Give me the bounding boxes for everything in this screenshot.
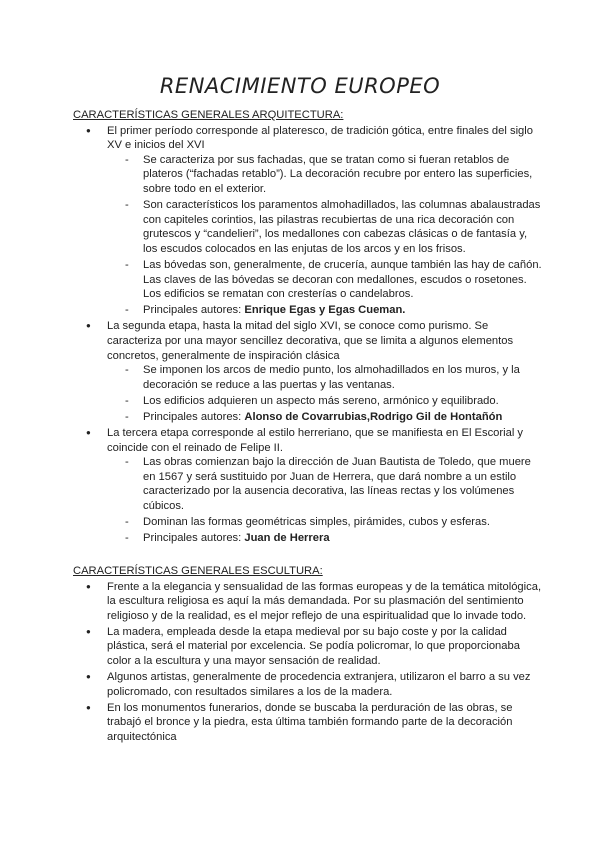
sculpture-list: [73, 580, 543, 745]
architecture-item-text: La tercera etapa corresponde al estilo herreriano, que se manifiesta en El Escorial y coincide con el reinado de Felipe II.: [107, 426, 524, 454]
sculpture-section: [73, 564, 543, 746]
sculpture-item: ● La madera, empleada desde la etapa medieval por su bajo coste y por la calidad plástica, será el material por excelencia. Se podía policromar, lo que proporcionaba color a la escultura y una mayor sensación de realidad.: [73, 625, 543, 669]
architecture-item-2: [73, 319, 543, 424]
sculpture-heading: CARACTERÍSTICAS GENERALES ESCULTURA:: [73, 565, 323, 577]
architecture-heading: CARACTERÍSTICAS GENERALES ARQUITECTURA:: [73, 109, 344, 121]
architecture-subitem: - Se caracteriza por sus fachadas, que se tratan como si fueran retablos de plateros (“fachadas retablo”). La decoración recubre por entero las superficies, sobre todo en el exterior.: [73, 153, 543, 197]
architecture-subitem: - Dominan las formas geométricas simples, pirámides, cubos y esferas.: [73, 515, 543, 530]
architecture-item-text: El primer período corresponde al plateresco, de tradición gótica, entre finales del siglo XV e inicios del XVI: [107, 124, 533, 152]
architecture-subitem: - Las bóvedas son, generalmente, de crucería, aunque también las hay de cañón. Las claves de las bóvedas se decoran con medallones, escudos o rosetones. Los edificios se rematan con cresterías o candelabros.: [73, 258, 543, 302]
architecture-subitem: - Se imponen los arcos de medio punto, los almohadillados en los muros, y la decoración se reduce a las puertas y las ventanas.: [73, 363, 543, 392]
architecture-sublist: [107, 455, 543, 546]
architecture-item-1: [73, 124, 543, 318]
architecture-subitem: - Las obras comienzan bajo la dirección de Juan Bautista de Toledo, que muere en 1567 y será sustituido por Juan de Herrera, que dará nombre a un estilo caracterizado por la ausencia decorativa, las líneas rectas y los volúmenes cúbicos.: [73, 455, 543, 513]
architecture-list: [73, 124, 543, 546]
sculpture-item: ● Frente a la elegancia y sensualidad de las formas europeas y de la temática mitológica, la escultura religiosa es aquí la más demandada. Por su plasmación del sentimiento religioso y de la realidad, es el mejor reflejo de una espiritualidad que lo invade todo.: [73, 580, 543, 624]
sculpture-item: ● Algunos artistas, generalmente de procedencia extranjera, utilizaron el barro a su vez policromado, con resultados similares a los de la madera.: [73, 670, 543, 699]
architecture-authors: [73, 303, 543, 318]
page-title: RENACIMIENTO EUROPEO: [159, 74, 441, 98]
architecture-subitem: - Los edificios adquieren un aspecto más sereno, armónico y equilibrado.: [73, 394, 543, 409]
authors-label: Principales autores:: [143, 304, 245, 317]
architecture-item-3: [73, 426, 543, 546]
architecture-subitem: - Son característicos los paramentos almohadillados, las columnas abalaustradas con capiteles corintios, las pilastras recubiertas de una rica decoración con grutescos y “candelieri”, los medallones con cabezas clásicas o de fantasía y, los escudos colocados en las enjutas de los arcos y en los frisos.: [73, 198, 543, 256]
authors-names: Alonso de Covarrubias,Rodrigo Gil de Hontañón: [244, 410, 503, 423]
architecture-item-text: La segunda etapa, hasta la mitad del siglo XVI, se conoce como purismo. Se caracteriza por una mayor sencillez decorativa, que se limita a algunos elementos concretos, generalmente de inspiración clásica: [107, 320, 514, 362]
authors-label: Principales autores:: [143, 532, 245, 545]
architecture-authors: [73, 531, 543, 546]
architecture-section: [73, 108, 543, 547]
authors-label: Principales autores:: [143, 410, 245, 423]
architecture-sublist: [107, 153, 543, 318]
architecture-authors: [73, 410, 543, 425]
sculpture-item: ● En los monumentos funerarios, donde se buscaba la perduración de las obras, se trabajó el bronce y la piedra, esta última también formando parte de la decoración arquitectónica: [73, 701, 543, 745]
architecture-sublist: [107, 363, 543, 424]
authors-names: Enrique Egas y Egas Cueman.: [244, 304, 406, 317]
authors-names: Juan de Herrera: [244, 532, 330, 545]
